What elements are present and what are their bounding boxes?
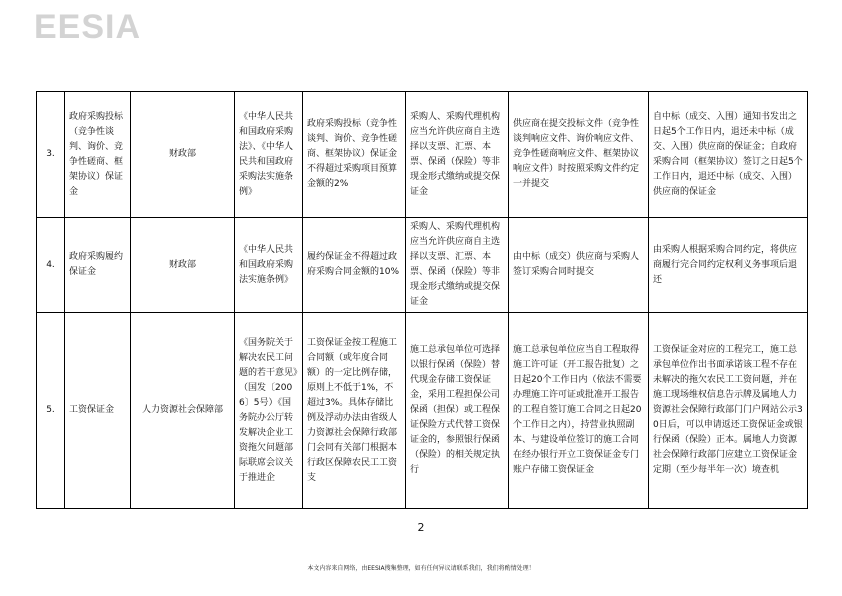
refund-rule: 工资保证金对应的工程完工，施工总承包单位作出书面承诺该工程不存在未解决的拖欠农民工工资问题，并在施工现场维权信息告示牌及属地人力资源社会保障行政部门门户网站公示30日后，可以申请返还工资保证金或银行保函（保险）正本。属地人力资源社会保障行政部门应建立工资保证金定期（至少每半年一次）境查机 bbox=[649, 313, 808, 509]
department: 财政部 bbox=[131, 92, 235, 218]
deposit-standard: 履约保证金不得超过政府采购合同金额的10% bbox=[303, 218, 406, 313]
deposit-name: 政府采购履约保证金 bbox=[65, 218, 131, 313]
row-index: 3. bbox=[37, 92, 65, 218]
table-row bbox=[37, 92, 808, 218]
payment-timing: 供应商在提交投标文件（竞争性谈判响应文件、询价响应文件、竞争性磋商响应文件、框架协议响应文件）时按照采购文件约定一并提交 bbox=[509, 92, 649, 218]
payment-timing: 施工总承包单位应当自工程取得施工许可证（开工报告批复）之日起20个工作日内（依法不需要办理施工许可证或批准开工报告的工程自签订施工合同之日起20个工作日之内），持营业执照副本、与建设单位签订的施工合同在经办银行开立工资保证金专门账户存储工资保证金 bbox=[509, 313, 649, 509]
department: 人力资源社会保障部 bbox=[131, 313, 235, 509]
legal-basis: 《中华人民共和国政府采购法实施条例》 bbox=[235, 218, 303, 313]
deposit-name: 政府采购投标（竞争性谈判、询价、竞争性磋商、框架协议）保证金 bbox=[65, 92, 131, 218]
table-row bbox=[37, 218, 808, 313]
page-number: 2 bbox=[417, 521, 425, 534]
refund-rule: 自中标（成交、入围）通知书发出之日起5个工作日内，退还未中标（成交、入围）供应商的保证金；自政府采购合同（框架协议）签订之日起5个工作日内，退还中标（成交、入围）供应商的保证金 bbox=[649, 92, 808, 218]
deposit-name: 工资保证金 bbox=[65, 313, 131, 509]
deposit-standard: 工资保证金按工程施工合同额（或年度合同额）的一定比例存储，原则上不低于1%，不超过3%。具体存储比例及浮动办法由省级人力资源社会保障行政部门会同有关部门根据本行政区保障农民工工资支 bbox=[303, 313, 406, 509]
row-index: 4. bbox=[37, 218, 65, 313]
table-row bbox=[37, 313, 808, 509]
payment-form: 采购人、采购代理机构应当允许供应商自主选择以支票、汇票、本票、保函（保险）等非现金形式缴纳或提交保证金 bbox=[406, 218, 509, 313]
row-index: 5. bbox=[37, 313, 65, 509]
payment-form: 施工总承包单位可选择以银行保函（保险）替代现金存储工资保证金，采用工程担保公司保函（担保）或工程保证保险方式代替工资保证金的，参照银行保函（保险）的相关规定执行 bbox=[406, 313, 509, 509]
payment-timing: 由中标（成交）供应商与采购人签订采购合同时提交 bbox=[509, 218, 649, 313]
guarantee-deposit-table bbox=[36, 91, 808, 509]
payment-form: 采购人、采购代理机构应当允许供应商自主选择以支票、汇票、本票、保函（保险）等非现金形式缴纳或提交保证金 bbox=[406, 92, 509, 218]
legal-basis: 《国务院关于解决农民工问题的若干意见》（国发〔2006〕5号）《国务院办公厅转发解决企业工资拖欠问题部际联席会议关于推进企 bbox=[235, 313, 303, 509]
footer-disclaimer: 本文内容来自网络，由EESIA搜集整理，如有任何异议请联系我们，我们将酌情处理！ bbox=[307, 565, 535, 572]
refund-rule: 由采购人根据采购合同约定，将供应商履行完合同约定权利义务事项后退还 bbox=[649, 218, 808, 313]
department: 财政部 bbox=[131, 218, 235, 313]
eesia-logo: EESIA bbox=[34, 8, 142, 46]
legal-basis: 《中华人民共和国政府采购法》、《中华人民共和国政府采购法实施条例》 bbox=[235, 92, 303, 218]
deposit-standard: 政府采购投标（竞争性谈判、询价、竞争性磋商、框架协议）保证金不得超过采购项目预算金额的2% bbox=[303, 92, 406, 218]
